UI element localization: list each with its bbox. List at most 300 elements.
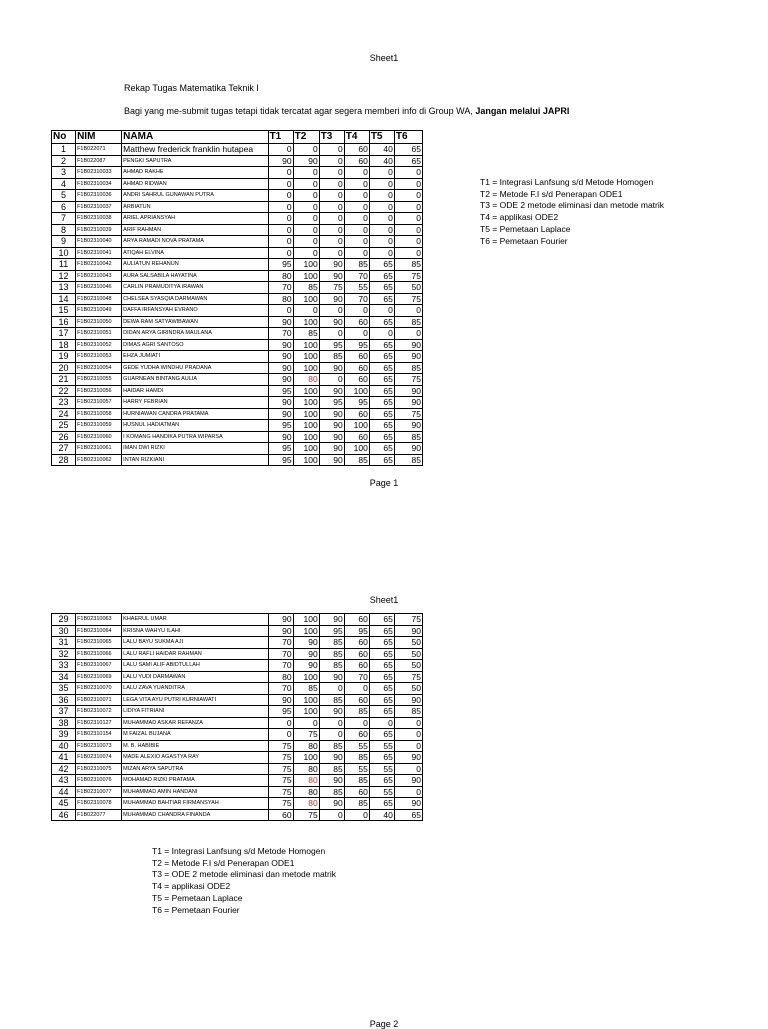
score-t6: 0 [394,740,422,752]
table-row [52,786,423,798]
score-t6: 90 [394,775,422,787]
score-t3: 85 [319,660,344,672]
score-t2: 100 [293,443,319,455]
student-nim: F1B02310046 [76,282,122,294]
sheet-label: Sheet1 [369,53,399,63]
table-row [52,144,423,156]
legend-item: T4 = applikasi ODE2 [152,881,231,892]
score-t1: 0 [268,717,293,729]
score-t2: 100 [293,706,319,718]
student-nim: F1B02310066 [76,648,122,660]
student-nim: F1B02310042 [76,259,122,271]
score-t6: 0 [394,167,422,179]
student-name: I KOMANG HANDIKA PUTRA WIPARSA [122,431,268,443]
student-nim: F1B02310067 [76,660,122,672]
score-t1: 95 [268,385,293,397]
score-t2: 0 [293,178,319,190]
row-number: 14 [52,293,76,305]
score-t6: 0 [394,190,422,202]
score-t1: 60 [268,809,293,821]
score-t1: 90 [268,155,293,167]
score-t5: 0 [369,213,394,225]
score-t3: 90 [319,443,344,455]
row-number: 1 [52,144,76,156]
legend-item: T6 = Pemetaan Fourier [480,235,568,246]
table-row [52,305,423,317]
student-nim: F1B02310048 [76,293,122,305]
row-number: 28 [52,454,76,466]
row-number: 6 [52,201,76,213]
score-t3: 90 [319,454,344,466]
student-name: HURNIAWAN CANDRA PRATAMA [122,408,268,420]
score-t6: 75 [394,614,422,626]
score-t4: 0 [344,305,369,317]
score-t6: 65 [394,155,422,167]
score-t4: 0 [344,236,369,248]
student-name: M. B. HABIBIE [122,740,268,752]
score-t5: 65 [369,752,394,764]
score-t4: 85 [344,775,369,787]
score-t4: 60 [344,694,369,706]
score-t1: 0 [268,729,293,741]
score-t2: 80 [293,798,319,810]
score-t4: 0 [344,683,369,695]
grades-table-page1 [51,130,423,466]
table-row [52,706,423,718]
score-t5: 0 [369,236,394,248]
student-name: KHAERUL UMAR [122,614,268,626]
score-t3: 90 [319,798,344,810]
student-name: MUHAMMAD AMIN HANDANI [122,786,268,798]
student-name: CARLIN PRAMUDITYA IRAWAN [122,282,268,294]
score-t1: 70 [268,683,293,695]
column-header-t4: T4 [344,131,369,144]
student-nim: F1B02310056 [76,385,122,397]
row-number: 40 [52,740,76,752]
score-t1: 75 [268,740,293,752]
score-t3: 95 [319,625,344,637]
score-t6: 90 [394,798,422,810]
score-t5: 0 [369,717,394,729]
score-t1: 90 [268,351,293,363]
score-t6: 0 [394,201,422,213]
student-nim: F1B02310078 [76,798,122,810]
table-row [52,282,423,294]
notice-text-bold: Jangan melalui JAPRI [475,106,570,116]
score-t5: 65 [369,443,394,455]
score-t2: 100 [293,752,319,764]
student-nim: F1B02310053 [76,351,122,363]
score-t4: 60 [344,155,369,167]
score-t3: 0 [319,201,344,213]
page-footer-page2: Page 2 [369,1019,399,1029]
table-row [52,809,423,821]
student-nim: F1B02310070 [76,683,122,695]
score-t6: 90 [394,443,422,455]
score-t6: 50 [394,648,422,660]
score-t3: 90 [319,316,344,328]
table-row [52,385,423,397]
table-row [52,316,423,328]
student-nim: F1B02310050 [76,316,122,328]
score-t5: 55 [369,786,394,798]
score-t1: 0 [268,201,293,213]
score-t6: 0 [394,178,422,190]
score-t6: 90 [394,339,422,351]
student-nim: F1B02310037 [76,201,122,213]
score-t5: 65 [369,798,394,810]
row-number: 25 [52,420,76,432]
score-t6: 50 [394,282,422,294]
score-t4: 95 [344,339,369,351]
table-row [52,224,423,236]
score-t1: 95 [268,454,293,466]
score-t4: 85 [344,752,369,764]
score-t1: 0 [268,144,293,156]
score-t4: 0 [344,201,369,213]
score-t2: 85 [293,282,319,294]
score-t4: 95 [344,397,369,409]
score-t5: 65 [369,374,394,386]
notice-text-regular: Bagi yang me-submit tugas tetapi tidak tercatat agar segera memberi info di Group WA, [124,106,476,116]
table-row [52,190,423,202]
score-t4: 60 [344,614,369,626]
score-t2: 0 [293,305,319,317]
row-number: 11 [52,259,76,271]
score-t6: 90 [394,351,422,363]
score-t5: 65 [369,671,394,683]
student-name: LALU RAFLI HAIDAR RAHMAN [122,648,268,660]
row-number: 36 [52,694,76,706]
student-nim: F1B02310061 [76,443,122,455]
student-name: LALU YUDI DARMAWAN [122,671,268,683]
score-t2: 90 [293,155,319,167]
score-t6: 85 [394,431,422,443]
score-t3: 90 [319,385,344,397]
row-number: 44 [52,786,76,798]
student-name: GEDE YUDHA WINDHU PRADANA [122,362,268,374]
grades-table-page2 [51,613,423,821]
score-t2: 80 [293,786,319,798]
score-t2: 0 [293,247,319,259]
row-number: 38 [52,717,76,729]
column-header-t2: T2 [293,131,319,144]
student-nim: F1B02310040 [76,236,122,248]
student-name: HARRY FEBRIAN [122,397,268,409]
score-t6: 0 [394,305,422,317]
row-number: 3 [52,167,76,179]
score-t5: 0 [369,305,394,317]
score-t4: 55 [344,282,369,294]
table-row [52,614,423,626]
score-t6: 75 [394,293,422,305]
score-t2: 100 [293,614,319,626]
table-row [52,270,423,282]
score-t1: 95 [268,706,293,718]
score-t4: 60 [344,431,369,443]
score-t1: 75 [268,775,293,787]
score-t5: 65 [369,293,394,305]
legend-item: T2 = Metode F.I s/d Penerapan ODE1 [152,857,295,868]
column-header-t5: T5 [369,131,394,144]
table-row [52,167,423,179]
score-t6: 65 [394,809,422,821]
row-number: 21 [52,374,76,386]
score-t2: 100 [293,351,319,363]
score-t4: 95 [344,625,369,637]
student-nim: F1B02310052 [76,339,122,351]
student-name: EHZA JUMIATI [122,351,268,363]
student-name: ARIEL APRIANSYAH [122,213,268,225]
student-name: AHMAD RAKHE [122,167,268,179]
student-name: IMAN DWI RIZKI [122,443,268,455]
score-t1: 75 [268,786,293,798]
student-nim: F1B02310058 [76,408,122,420]
row-number: 17 [52,328,76,340]
score-t4: 0 [344,247,369,259]
score-t2: 100 [293,420,319,432]
student-name: ANDRI SAHRUL GUNAWAN PUTRA [122,190,268,202]
table-row [52,660,423,672]
score-t5: 40 [369,144,394,156]
score-t1: 95 [268,443,293,455]
row-number: 27 [52,443,76,455]
score-t2: 90 [293,637,319,649]
student-nim: F1B02310063 [76,614,122,626]
score-t6: 75 [394,671,422,683]
student-name: MADE ALEXIO AGASTYA RAY [122,752,268,764]
column-header-t1: T1 [268,131,293,144]
score-t5: 65 [369,454,394,466]
score-t6: 0 [394,717,422,729]
score-t2: 100 [293,362,319,374]
score-t1: 90 [268,694,293,706]
score-t2: 100 [293,694,319,706]
student-nim: F1B02310055 [76,374,122,386]
student-nim: F1B02310065 [76,637,122,649]
score-t4: 0 [344,190,369,202]
table-row [52,201,423,213]
student-name: MUHAMMAD ASKAR REFANZA [122,717,268,729]
page-footer: Page 1 [369,478,399,488]
table-row [52,625,423,637]
score-t3: 90 [319,431,344,443]
table-row [52,431,423,443]
score-t3: 90 [319,671,344,683]
score-t3: 0 [319,729,344,741]
row-number: 16 [52,316,76,328]
student-nim: F1B02310051 [76,328,122,340]
score-t6: 90 [394,694,422,706]
score-t2: 100 [293,397,319,409]
score-t5: 0 [369,224,394,236]
row-number: 7 [52,213,76,225]
score-t3: 90 [319,408,344,420]
table-row [52,637,423,649]
score-t6: 90 [394,625,422,637]
score-t1: 0 [268,305,293,317]
score-t1: 90 [268,431,293,443]
score-t3: 0 [319,236,344,248]
student-nim: F1B02310075 [76,763,122,775]
score-t5: 65 [369,706,394,718]
row-number: 45 [52,798,76,810]
score-t3: 85 [319,637,344,649]
score-t3: 85 [319,351,344,363]
score-t6: 75 [394,374,422,386]
row-number: 8 [52,224,76,236]
score-t5: 65 [369,316,394,328]
score-t2: 100 [293,259,319,271]
student-name: CHELSEA SYASQIA DARMAWAN [122,293,268,305]
table-row [52,752,423,764]
student-name: MOHAMAD RIZKI PRATAMA [122,775,268,787]
score-t1: 0 [268,236,293,248]
row-number: 15 [52,305,76,317]
table-row [52,763,423,775]
score-t1: 80 [268,671,293,683]
score-t4: 100 [344,420,369,432]
row-number: 20 [52,362,76,374]
row-number: 19 [52,351,76,363]
table-row [52,351,423,363]
score-t6: 50 [394,683,422,695]
score-t6: 65 [394,144,422,156]
score-t5: 65 [369,637,394,649]
legend-item: T3 = ODE 2 metode eliminasi dan metode matrik [152,869,337,880]
row-number: 10 [52,247,76,259]
student-nim: F1B02310054 [76,362,122,374]
score-t4: 85 [344,798,369,810]
score-t1: 90 [268,614,293,626]
score-t4: 100 [344,443,369,455]
row-number: 9 [52,236,76,248]
score-t5: 65 [369,614,394,626]
score-t2: 100 [293,431,319,443]
score-t4: 0 [344,809,369,821]
score-t1: 0 [268,190,293,202]
score-t5: 65 [369,270,394,282]
student-nim: F1B02310033 [76,167,122,179]
student-nim: F1B02310077 [76,786,122,798]
student-name: KRISNA WAHYU ILAHI [122,625,268,637]
row-number: 18 [52,339,76,351]
score-t6: 0 [394,786,422,798]
row-number: 34 [52,671,76,683]
column-header-no: No [52,131,76,144]
score-t1: 90 [268,316,293,328]
score-t2: 80 [293,763,319,775]
student-name: PENGKI SAPUTRA [122,155,268,167]
score-t1: 90 [268,339,293,351]
score-t3: 0 [319,155,344,167]
column-header-nim: NIM [76,131,122,144]
score-t3: 90 [319,752,344,764]
score-t1: 70 [268,282,293,294]
student-name: AULIATUN REHANUN [122,259,268,271]
student-nim: F1B02310074 [76,752,122,764]
score-t1: 80 [268,270,293,282]
table-row [52,397,423,409]
table-row [52,420,423,432]
score-t2: 0 [293,201,319,213]
score-t6: 0 [394,729,422,741]
notice-text [124,106,569,116]
score-t3: 90 [319,775,344,787]
student-name: DAFFA IRFANSYAH EVRANO [122,305,268,317]
student-nim: F1B02310041 [76,247,122,259]
table-row [52,155,423,167]
score-t6: 75 [394,408,422,420]
score-t3: 85 [319,763,344,775]
score-t4: 85 [344,706,369,718]
score-t4: 55 [344,740,369,752]
table-row [52,339,423,351]
student-nim: F1B02310036 [76,190,122,202]
score-t2: 75 [293,729,319,741]
student-nim: F1B02310034 [76,178,122,190]
table-row [52,293,423,305]
score-t2: 100 [293,671,319,683]
score-t1: 75 [268,763,293,775]
score-t2: 85 [293,328,319,340]
score-t4: 60 [344,316,369,328]
score-t5: 65 [369,729,394,741]
score-t6: 0 [394,213,422,225]
row-number: 46 [52,809,76,821]
student-name: DEWA RAM SATYAWIBAWAN [122,316,268,328]
score-t3: 0 [319,247,344,259]
score-t3: 90 [319,420,344,432]
student-nim: F1B02310062 [76,454,122,466]
student-name: AHMAD RIDWAN [122,178,268,190]
score-t4: 60 [344,144,369,156]
score-t4: 0 [344,328,369,340]
table-row [52,798,423,810]
student-name: DIDAN ARYA GIRINDRA MAULANA [122,328,268,340]
score-t6: 0 [394,763,422,775]
row-number: 37 [52,706,76,718]
student-name: LALU SAMI ALIF ABIDTULLAH [122,660,268,672]
student-nim: F1B022077 [76,809,122,821]
score-t3: 90 [319,270,344,282]
score-t2: 0 [293,190,319,202]
score-t6: 85 [394,316,422,328]
score-t3: 85 [319,786,344,798]
legend-item: T3 = ODE 2 metode eliminasi dan metode matrik [480,200,665,211]
score-t6: 50 [394,660,422,672]
row-number: 4 [52,178,76,190]
score-t1: 0 [268,167,293,179]
score-t5: 0 [369,178,394,190]
score-t1: 90 [268,374,293,386]
legend-item: T5 = Pemetaan Laplace [152,892,243,903]
score-t5: 40 [369,155,394,167]
score-t3: 90 [319,614,344,626]
score-t3: 85 [319,740,344,752]
score-t4: 85 [344,454,369,466]
score-t3: 90 [319,259,344,271]
row-number: 2 [52,155,76,167]
score-t6: 85 [394,454,422,466]
score-t3: 90 [319,362,344,374]
score-t2: 90 [293,648,319,660]
table-row [52,729,423,741]
score-t2: 85 [293,683,319,695]
score-t4: 60 [344,648,369,660]
score-t2: 80 [293,775,319,787]
score-t3: 0 [319,144,344,156]
